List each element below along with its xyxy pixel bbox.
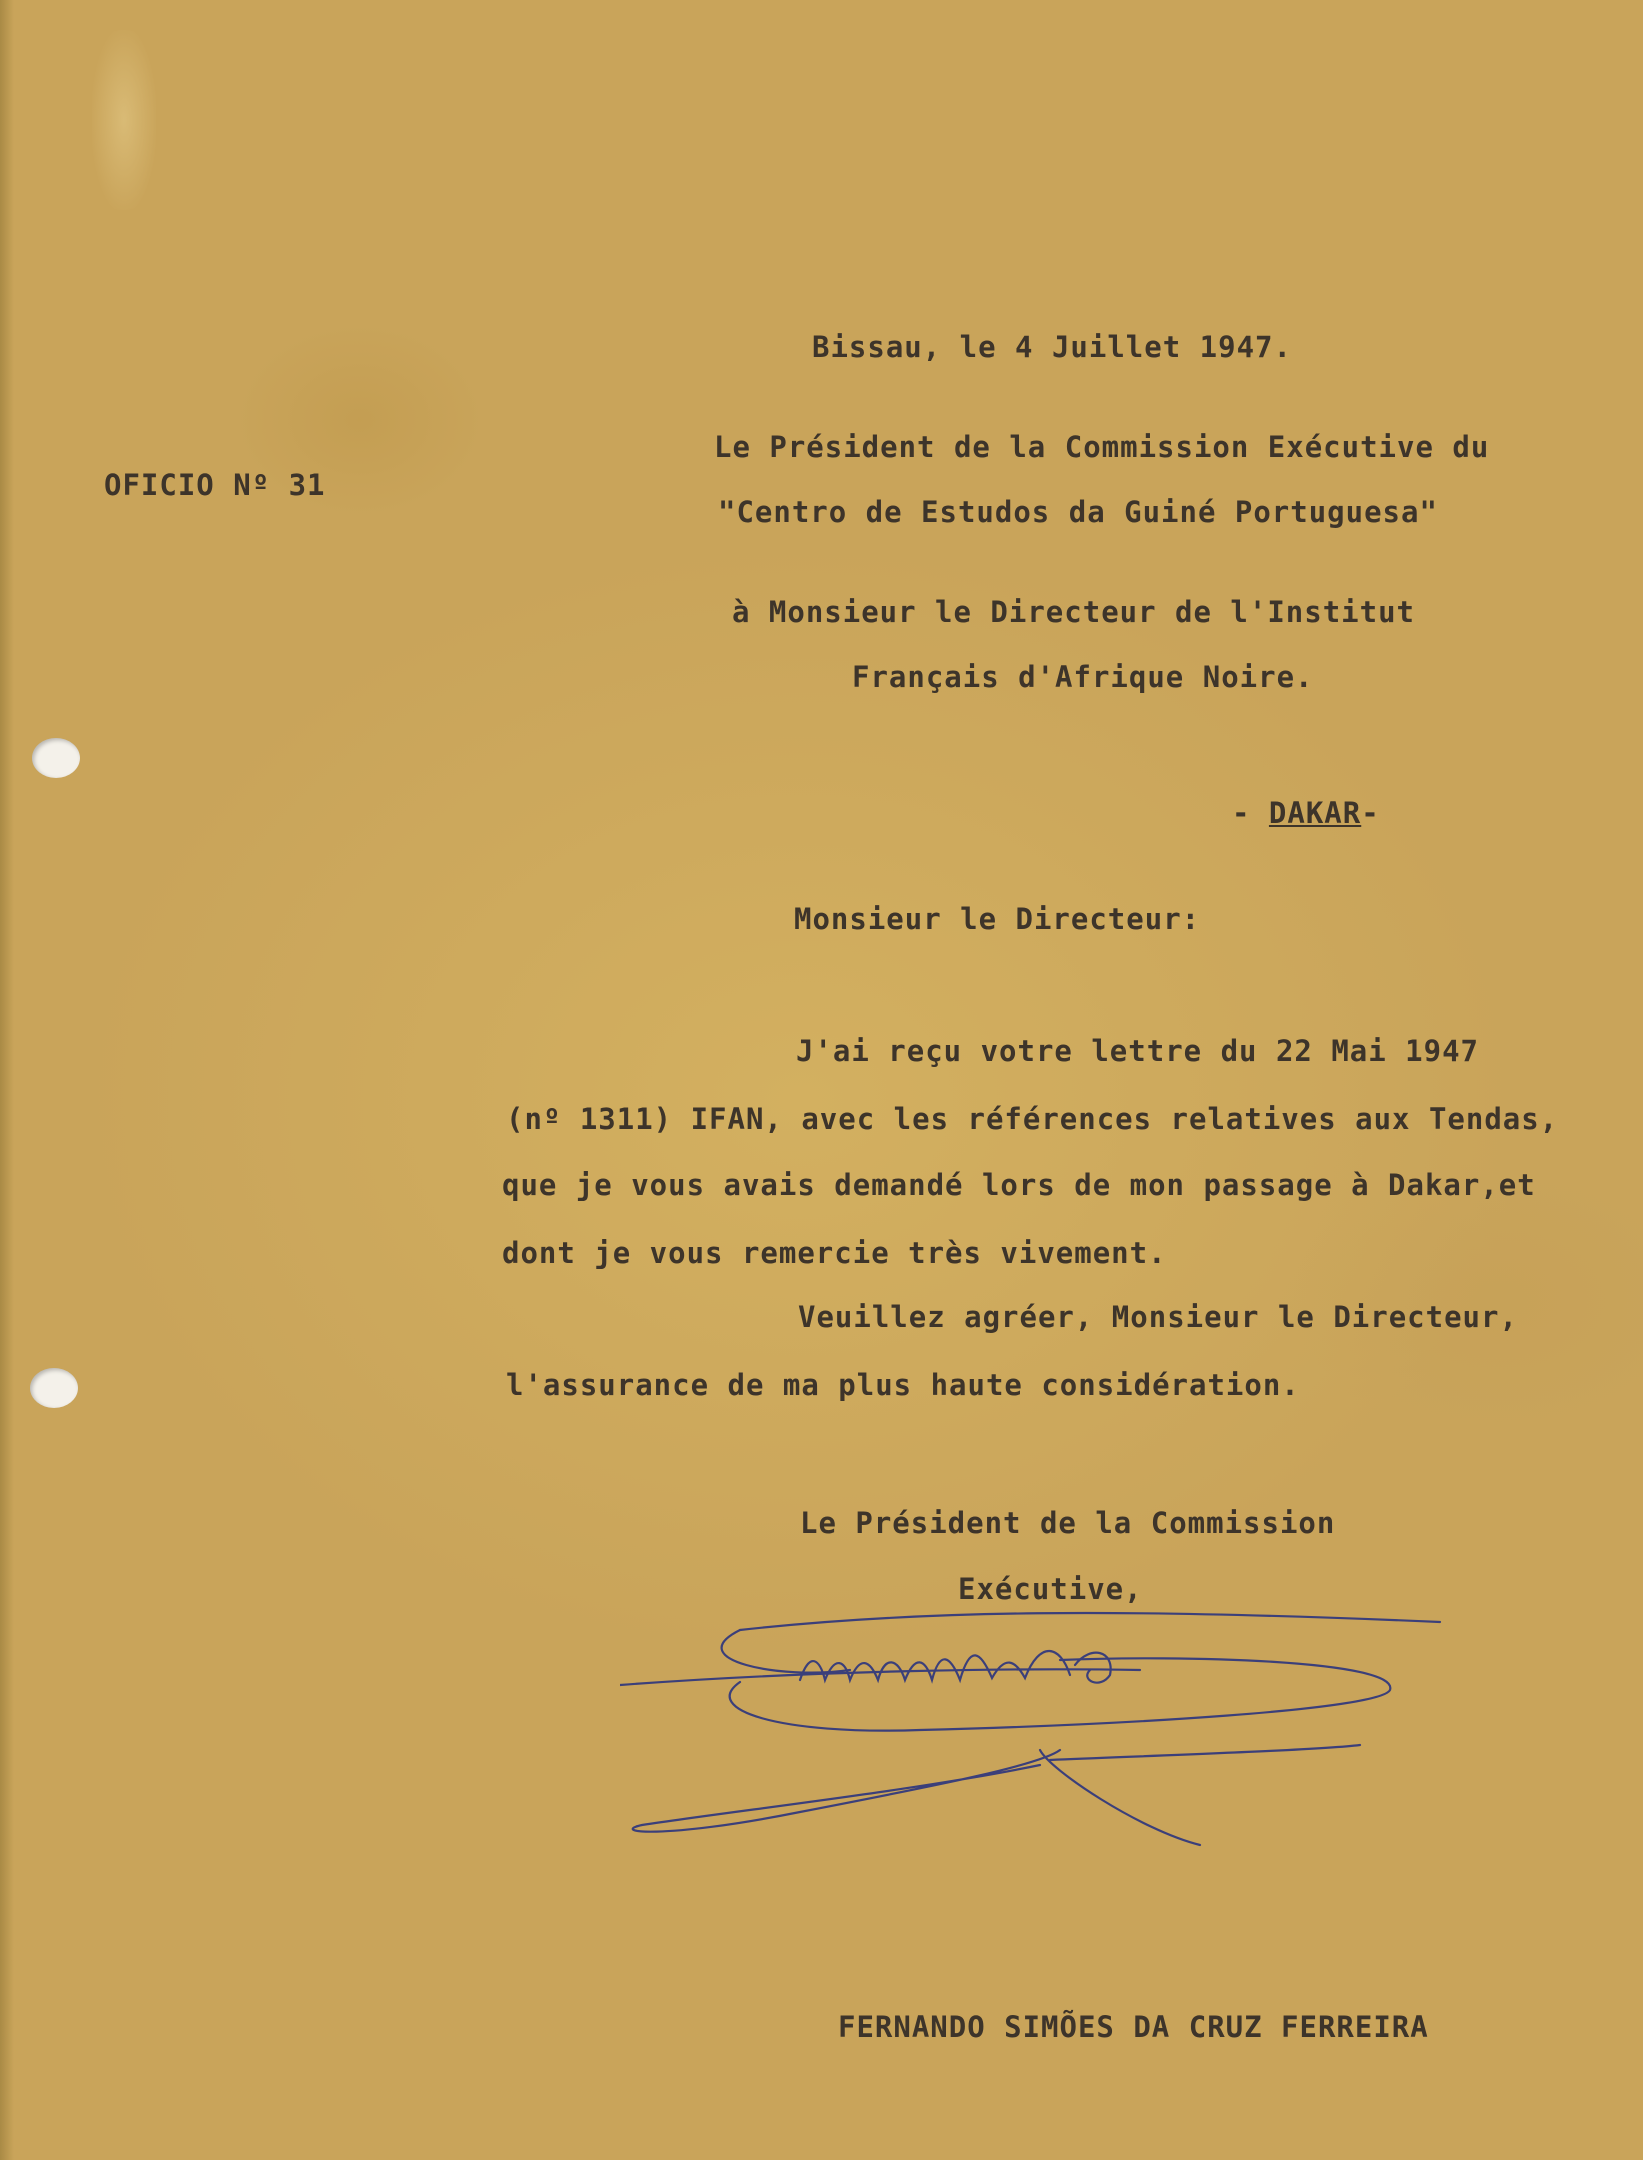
date-line: Bissau, le 4 Juillet 1947. [812,330,1292,364]
signatory-name: FERNANDO SIMÕES DA CRUZ FERREIRA [838,2010,1429,2044]
closing-line-1: Veuillez agréer, Monsieur le Directeur, [798,1300,1518,1334]
body-line-1: J'ai reçu votre lettre du 22 Mai 1947 [796,1034,1480,1068]
body-line-2: (nº 1311) IFAN, avec les références relatives aux Tendas, [506,1102,1559,1136]
punch-hole-top [32,738,80,778]
signature-title-line-1: Le Président de la Commission [800,1506,1336,1540]
body-line-4: dont je vous remercie très vivement. [502,1236,1167,1270]
salutation: Monsieur le Directeur: [794,902,1201,936]
sender-line-1: Le Président de la Commission Exécutive du [714,430,1490,464]
paper-edge-shadow [0,0,14,2160]
city-name: DAKAR [1268,796,1362,830]
signature-title-line-2: Exécutive, [958,1572,1143,1606]
city-prefix: - [1232,796,1269,830]
closing-line-2: l'assurance de ma plus haute considération. [506,1368,1300,1402]
punch-hole-bottom [30,1368,78,1408]
staple-mark [92,30,156,210]
handwritten-signature [620,1600,1460,1870]
recipient-line-2: Français d'Afrique Noire. [852,660,1314,694]
destination-city [1232,796,1380,830]
sender-line-2: "Centro de Estudos da Guiné Portuguesa" [718,495,1438,529]
city-suffix: - [1361,796,1380,830]
reference-number: OFICIO Nº 31 [104,468,326,502]
recipient-line-1: à Monsieur le Directeur de l'Institut [732,595,1416,629]
body-line-3: que je vous avais demandé lors de mon passage à Dakar,et [502,1168,1536,1202]
